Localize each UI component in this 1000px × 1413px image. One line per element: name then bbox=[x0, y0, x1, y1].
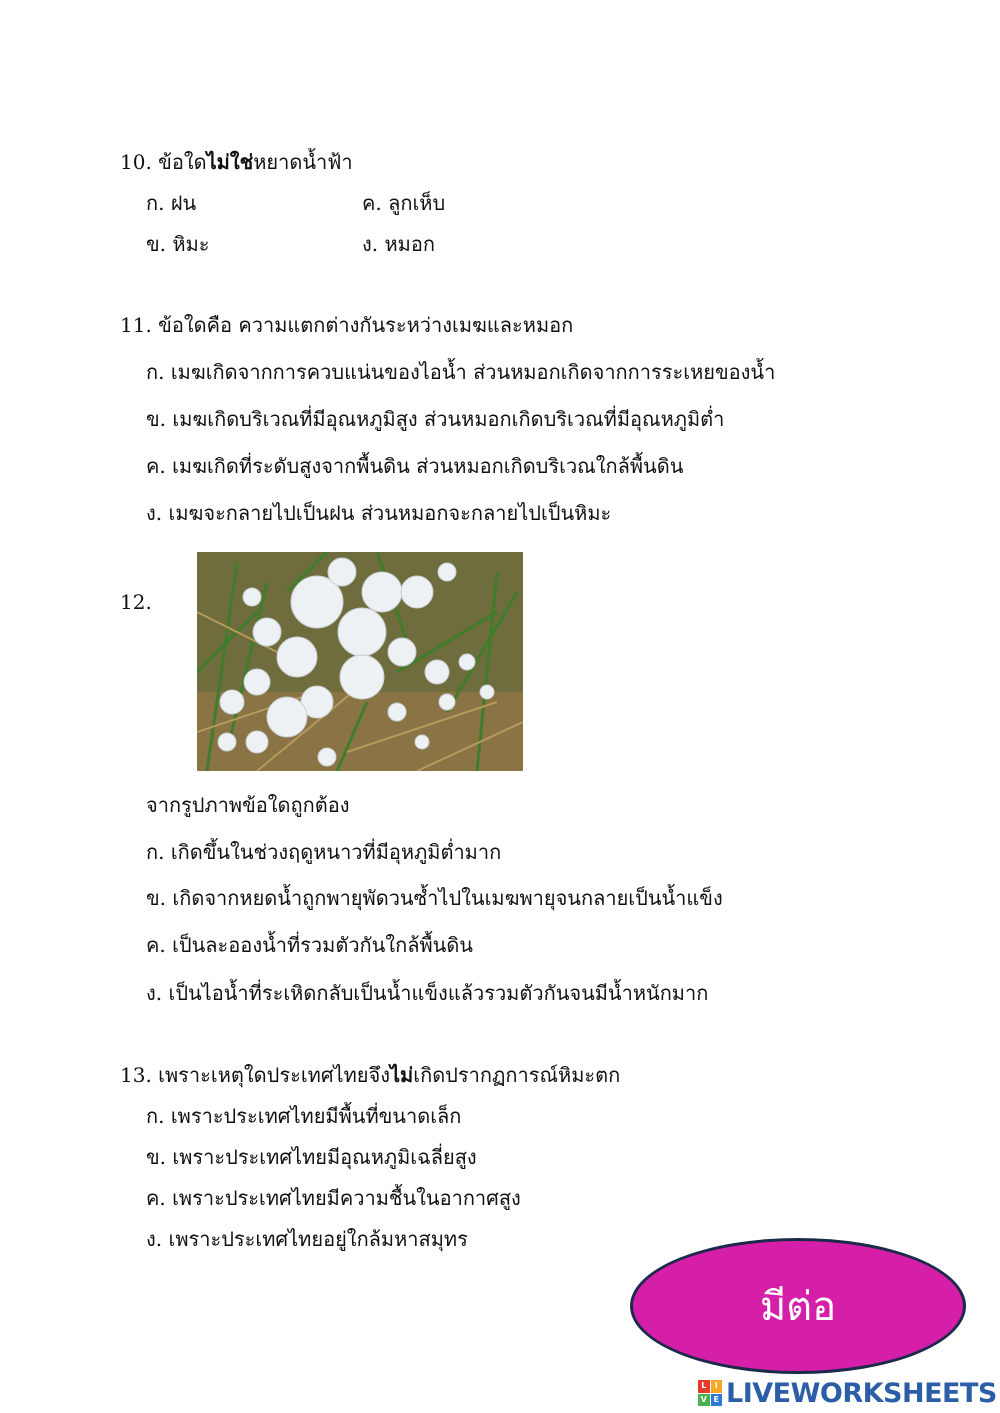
question-13 bbox=[120, 1063, 620, 1087]
hailstones-photo bbox=[197, 552, 523, 771]
liveworksheets-logo-icon bbox=[698, 1380, 722, 1406]
question-11: 11. ข้อใดคือ ความแตกต่างกันระหว่างเมฆและหมอก bbox=[120, 313, 574, 337]
logo-letter: V bbox=[698, 1394, 710, 1407]
q11-option-d[interactable]: ง. เมฆจะกลายไปเป็นฝน ส่วนหมอกจะกลายไปเป็นหิมะ bbox=[146, 501, 612, 525]
liveworksheets-brand bbox=[698, 1378, 997, 1408]
q13-option-d[interactable]: ง. เพราะประเทศไทยอยู่ใกล้มหาสมุทร bbox=[146, 1227, 468, 1251]
question-13-suffix: เกิดปรากฏการณ์หิมะตก bbox=[413, 1063, 621, 1087]
q13-option-a[interactable]: ก. เพราะประเทศไทยมีพื้นที่ขนาดเล็ก bbox=[146, 1104, 462, 1128]
question-10-prefix: 10. ข้อใด bbox=[120, 150, 207, 174]
question-10 bbox=[120, 150, 353, 174]
q12-option-c[interactable]: ค. เป็นละอองน้ำที่รวมตัวกันใกล้พื้นดิน bbox=[146, 933, 473, 957]
q10-option-c[interactable]: ค. ลูกเห็บ bbox=[362, 191, 446, 215]
q10-option-a[interactable]: ก. ฝน bbox=[146, 191, 197, 215]
q11-option-c[interactable]: ค. เมฆเกิดที่ระดับสูงจากพื้นดิน ส่วนหมอกเกิดบริเวณใกล้พื้นดิน bbox=[146, 454, 684, 478]
q13-option-c[interactable]: ค. เพราะประเทศไทยมีความชื้นในอากาศสูง bbox=[146, 1186, 521, 1210]
question-13-prefix: 13. เพราะเหตุใดประเทศไทยจึง bbox=[120, 1063, 390, 1087]
question-12-prompt: จากรูปภาพข้อใดถูกต้อง bbox=[146, 793, 350, 817]
q12-option-b[interactable]: ข. เกิดจากหยดน้ำถูกพายุพัดวนซ้ำไปในเมฆพายุจนกลายเป็นน้ำแข็ง bbox=[146, 886, 723, 910]
continue-button[interactable] bbox=[630, 1238, 966, 1374]
q12-option-a[interactable]: ก. เกิดขึ้นในช่วงฤดูหนาวที่มีอุหภูมิต่ำมาก bbox=[146, 840, 502, 864]
question-13-emphasis: ไม่ bbox=[390, 1063, 414, 1087]
q11-option-a[interactable]: ก. เมฆเกิดจากการควบแน่นของไอน้ำ ส่วนหมอกเกิดจากการระเหยของน้ำ bbox=[146, 360, 776, 384]
question-12-number: 12. bbox=[120, 590, 152, 614]
logo-letter: E bbox=[711, 1394, 723, 1407]
logo-letter: I bbox=[711, 1380, 723, 1393]
q10-option-d[interactable]: ง. หมอก bbox=[362, 232, 435, 256]
q10-option-b[interactable]: ข. หิมะ bbox=[146, 232, 210, 256]
logo-letter: L bbox=[698, 1380, 710, 1393]
q12-option-d[interactable]: ง. เป็นไอน้ำที่ระเหิดกลับเป็นน้ำแข็งแล้วรวมตัวกันจนมีน้ำหนักมาก bbox=[146, 981, 709, 1005]
question-10-suffix: หยาดน้ำฟ้า bbox=[253, 150, 353, 174]
continue-button-label: มีต่อ bbox=[759, 1284, 837, 1330]
question-10-emphasis: ไม่ใช่ bbox=[206, 150, 254, 174]
q11-option-b[interactable]: ข. เมฆเกิดบริเวณที่มีอุณหภูมิสูง ส่วนหมอกเกิดบริเวณที่มีอุณหภูมิต่ำ bbox=[146, 407, 725, 431]
brand-name: LIVEWORKSHEETS bbox=[726, 1377, 997, 1409]
q13-option-b[interactable]: ข. เพราะประเทศไทยมีอุณหภูมิเฉลี่ยสูง bbox=[146, 1145, 477, 1169]
